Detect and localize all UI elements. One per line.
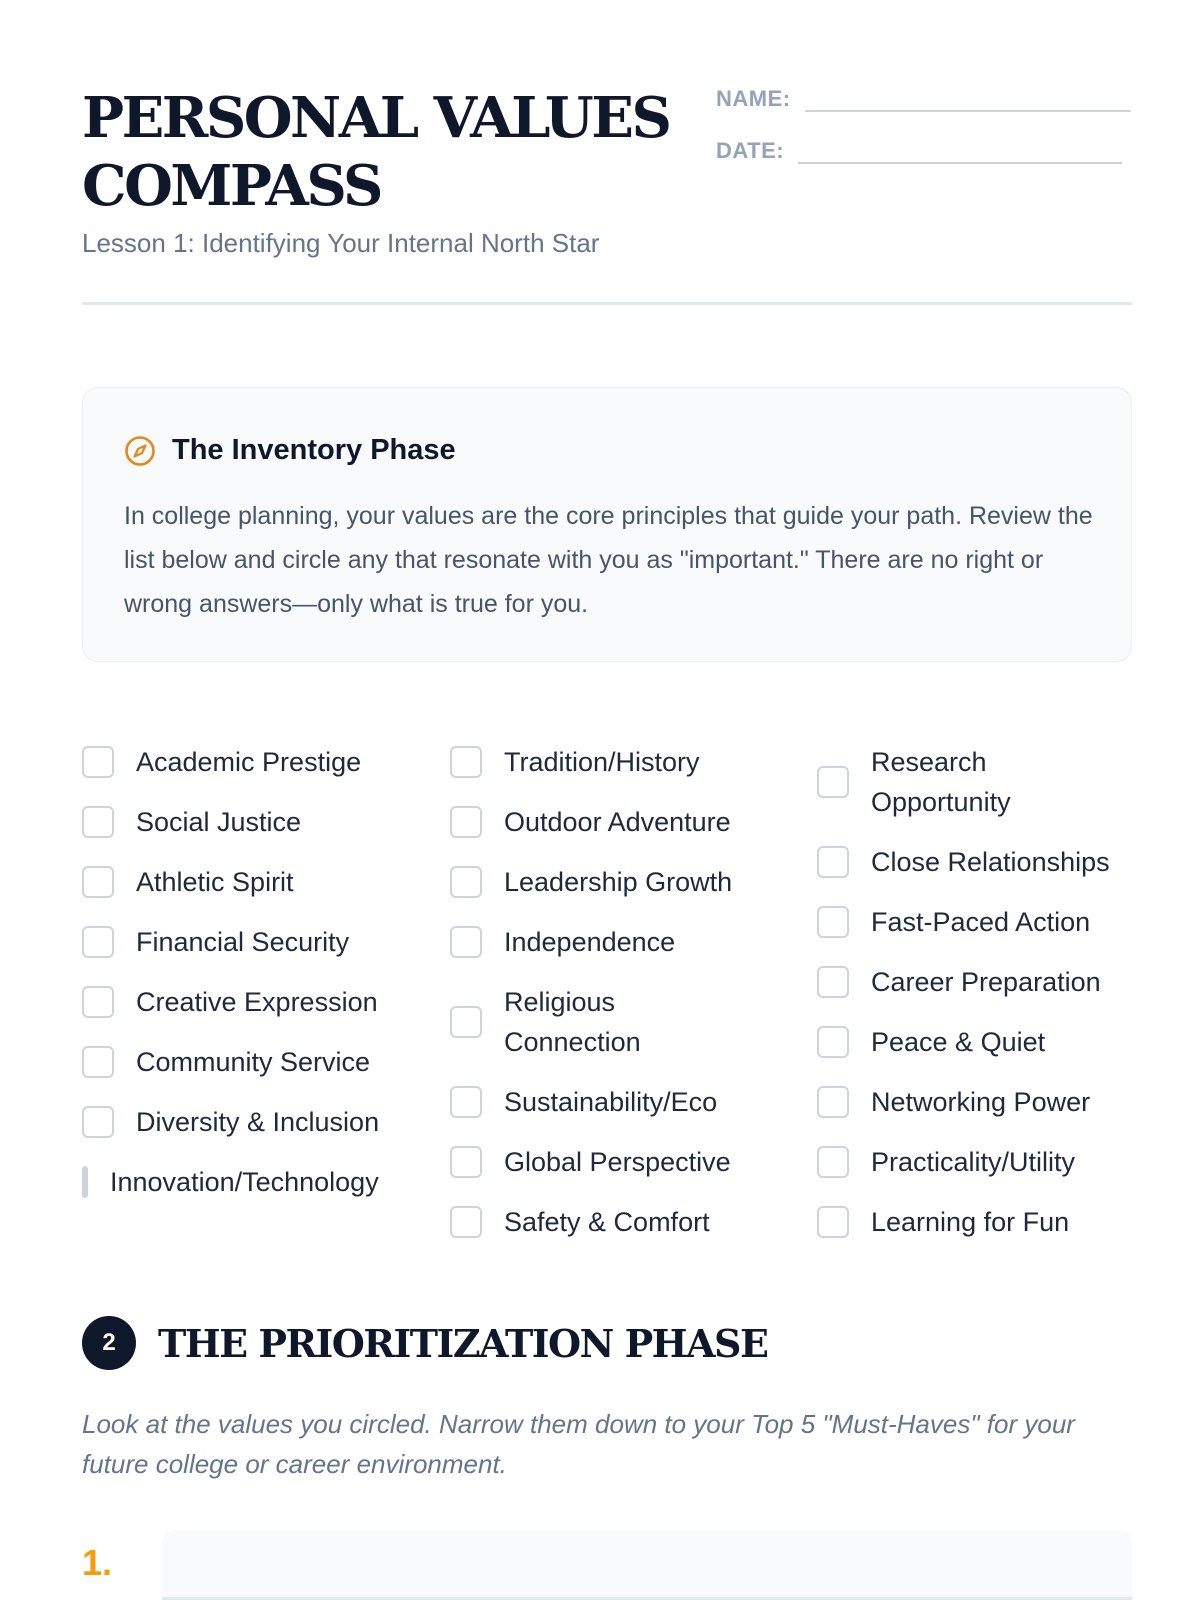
value-label: Sustainability/Eco [504,1087,718,1117]
prioritization-title: THE PRIORITIZATION PHASE [158,1320,768,1366]
rank-number: 1. [82,1542,113,1583]
value-checkbox[interactable] [817,1026,849,1058]
value-item[interactable] [817,732,1132,832]
value-checkbox[interactable] [450,1206,482,1238]
value-checkbox[interactable] [82,986,114,1018]
value-label: Peace & Quiet [871,1027,1046,1057]
value-item[interactable] [817,1132,1132,1192]
rank-input-1[interactable] [162,1530,1132,1600]
value-label: Athletic Spirit [136,867,294,897]
values-checklist [82,732,1132,1242]
value-label: Outdoor Adventure [504,807,731,837]
values-column-2 [450,732,790,1252]
worksheet-page [82,0,1132,1600]
value-checkbox[interactable] [82,806,114,838]
value-item[interactable] [450,792,790,852]
values-column-3 [817,732,1132,1252]
value-item[interactable] [450,732,790,792]
inventory-instructions: In college planning, your values are the core principles that guide your path. Review the list below and circle any that resonate with you as "important." There are no right or wrong answers—only what is true for you. [124,502,1093,618]
value-label: Academic Prestige [136,747,362,777]
value-item[interactable] [817,1192,1132,1252]
value-checkbox[interactable] [82,1046,114,1078]
value-label: Independence [504,927,676,957]
value-label: Religious Connection [504,987,641,1057]
title-line-1: PERSONAL VALUES [82,85,670,151]
value-label: Tradition/History [504,747,700,777]
value-checkbox[interactable] [450,1086,482,1118]
value-item[interactable] [82,1092,422,1152]
value-checkbox[interactable] [450,926,482,958]
name-label: NAME: [716,86,791,111]
value-checkbox[interactable] [817,846,849,878]
value-checkbox[interactable] [450,806,482,838]
page-title [82,84,682,220]
value-label: Career Preparation [871,967,1101,997]
value-item[interactable] [82,792,422,852]
rank-row-1 [82,1530,1132,1600]
value-item[interactable] [450,1132,790,1192]
value-checkbox[interactable] [82,926,114,958]
value-checkbox[interactable] [817,966,849,998]
value-item[interactable] [817,832,1132,892]
value-item[interactable] [817,892,1132,952]
value-checkbox[interactable] [817,1146,849,1178]
value-label: Learning for Fun [871,1207,1070,1237]
inventory-heading [124,434,456,467]
value-label: Global Perspective [504,1147,731,1177]
value-item[interactable] [82,912,422,972]
step-number-badge: 2 [82,1316,136,1370]
inventory-title: The Inventory Phase [172,434,456,466]
title-line-2: COMPASS [82,153,381,219]
prioritization-instructions: Look at the values you circled. Narrow them down to your Top 5 "Must-Haves" for your future college or career environment. [82,1409,1075,1479]
value-item[interactable] [450,1072,790,1132]
value-checkbox[interactable] [450,746,482,778]
value-label: Diversity & Inclusion [136,1107,380,1137]
value-label: Financial Security [136,927,350,957]
inventory-panel [82,387,1132,662]
header-divider [82,302,1132,305]
date-field[interactable] [798,142,1122,164]
value-checkbox[interactable] [817,906,849,938]
lesson-subtitle: Lesson 1: Identifying Your Internal North Star [82,228,600,258]
name-row [716,86,1131,112]
name-field[interactable] [805,90,1131,112]
value-item[interactable] [82,852,422,912]
value-label: Practicality/Utility [871,1147,1076,1177]
value-checkbox[interactable] [817,766,849,798]
value-item[interactable] [450,852,790,912]
value-label: Creative Expression [136,987,378,1017]
compass-icon [124,435,156,467]
value-checkbox[interactable] [450,1146,482,1178]
value-checkbox[interactable] [450,1006,482,1038]
value-item[interactable] [450,972,790,1072]
prioritization-heading [82,1316,767,1370]
value-item[interactable] [82,1152,422,1212]
value-item[interactable] [82,732,422,792]
values-column-1 [82,732,422,1212]
value-label: Leadership Growth [504,867,733,897]
value-item[interactable] [450,1192,790,1252]
value-checkbox[interactable] [82,1106,114,1138]
value-label: Networking Power [871,1087,1091,1117]
value-label: Community Service [136,1047,371,1077]
value-checkbox[interactable] [82,1166,88,1198]
value-label: Social Justice [136,807,302,837]
value-checkbox[interactable] [82,866,114,898]
value-item[interactable] [82,972,422,1032]
value-checkbox[interactable] [817,1086,849,1118]
value-label: Research Opportunity [871,747,1011,817]
value-label: Close Relationships [871,847,1110,877]
value-label: Safety & Comfort [504,1207,710,1237]
value-checkbox[interactable] [817,1206,849,1238]
value-label: Fast-Paced Action [871,907,1091,937]
value-item[interactable] [817,1072,1132,1132]
value-checkbox[interactable] [450,866,482,898]
value-item[interactable] [82,1032,422,1092]
value-checkbox[interactable] [82,746,114,778]
value-item[interactable] [817,1012,1132,1072]
value-item[interactable] [450,912,790,972]
date-label: DATE: [716,138,785,163]
value-item[interactable] [817,952,1132,1012]
value-label: Innovation/Technology [110,1167,379,1197]
date-row [716,138,1122,164]
